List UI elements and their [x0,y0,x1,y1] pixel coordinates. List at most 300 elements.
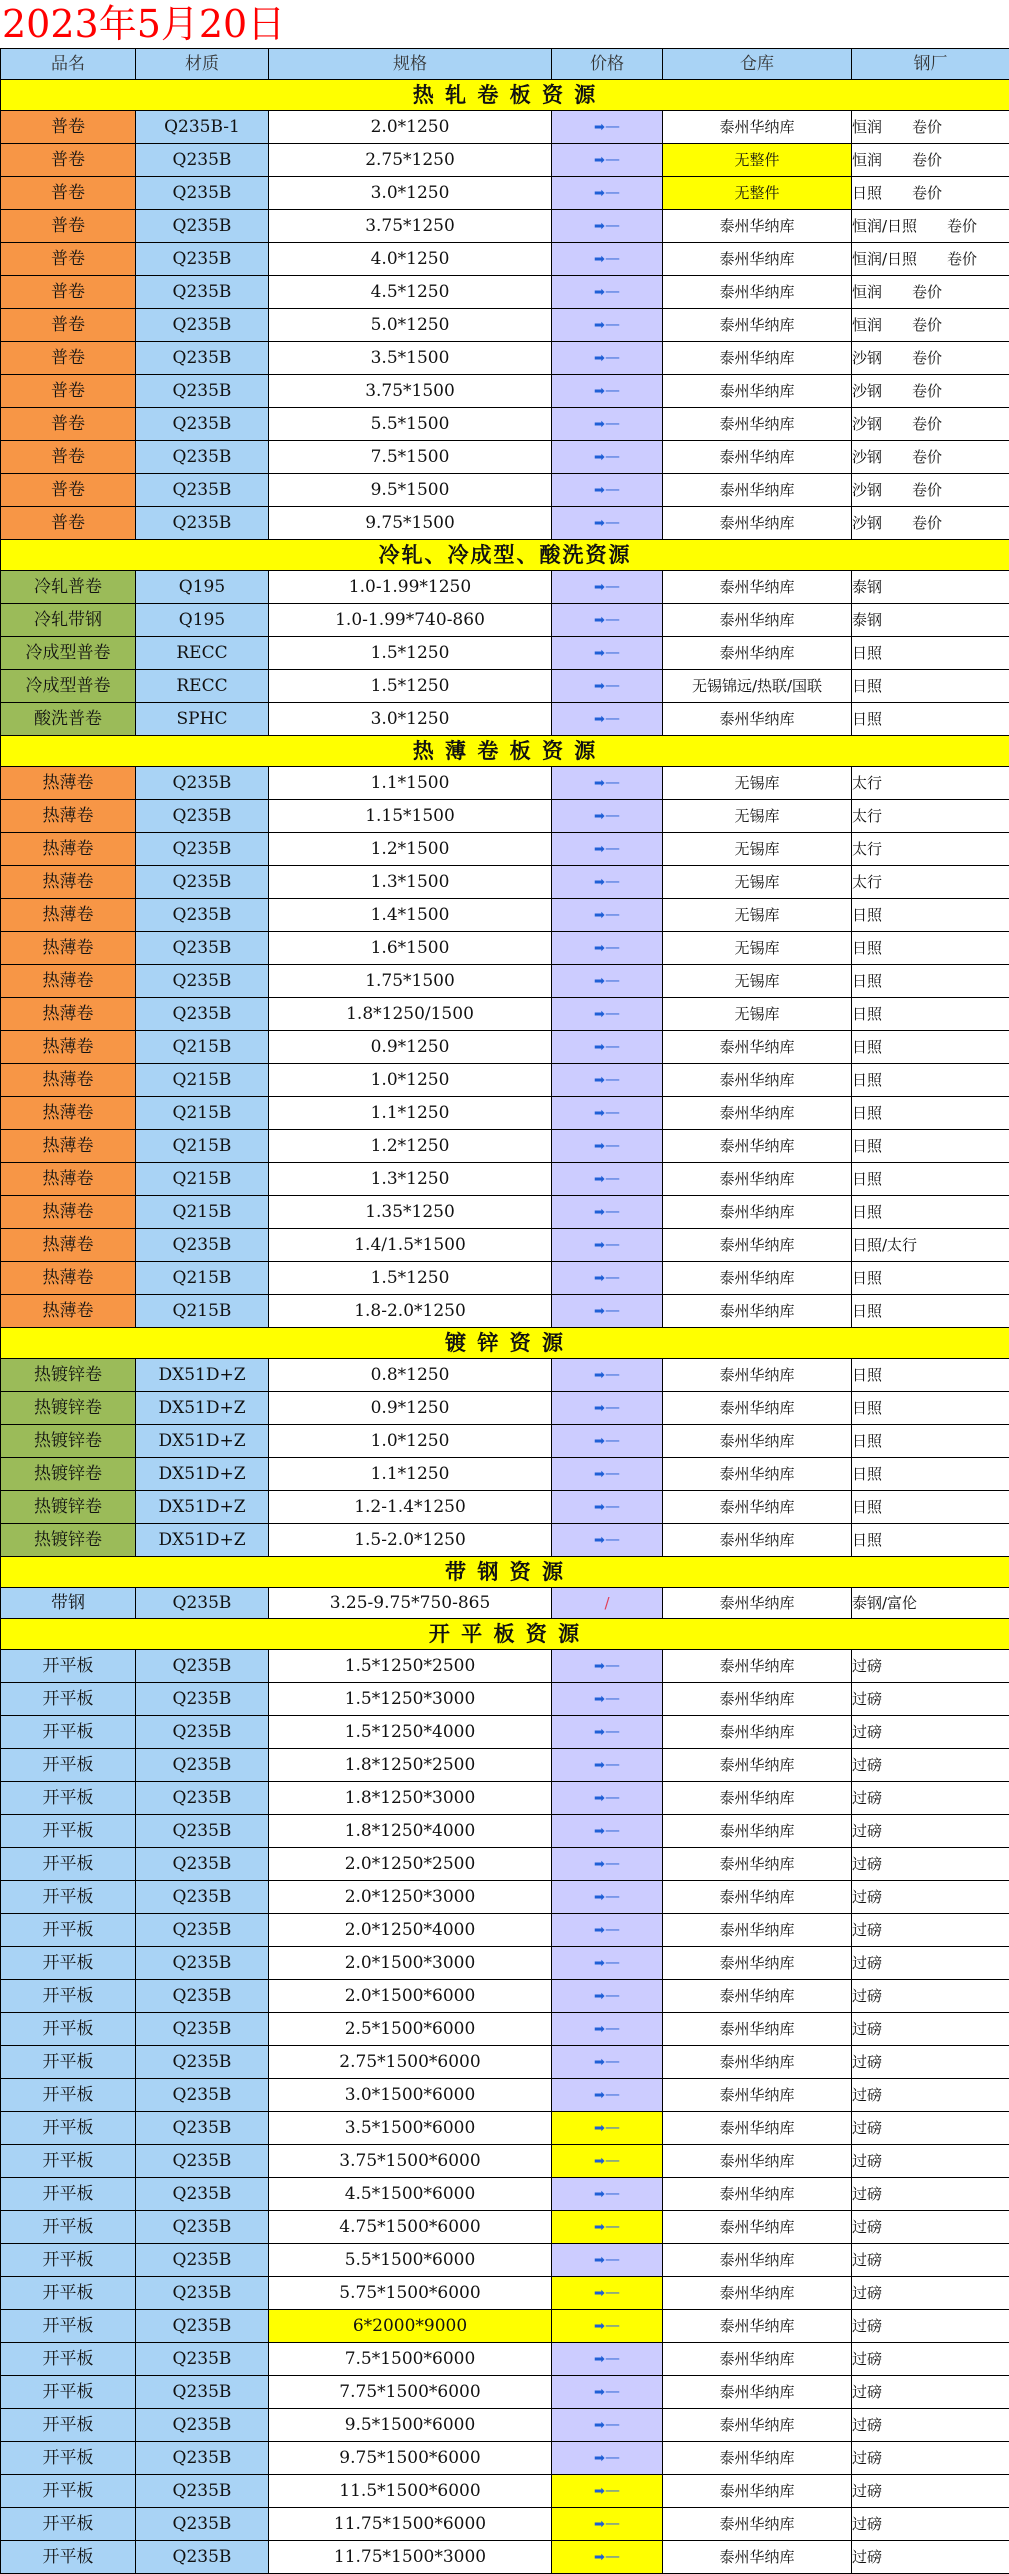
table-row [1,1163,1009,1196]
price-dash: — [605,1920,620,1938]
price-dash: — [605,2085,620,2103]
cell-material: Q215B [136,1163,269,1196]
cell-material: Q235B [136,2244,269,2277]
cell-warehouse: 泰州华纳库 [663,2442,852,2475]
cell-product-name: 热薄卷 [1,998,136,1031]
table-row [1,1425,1009,1458]
table-row [1,2475,1009,2508]
cell-material: DX51D+Z [136,1425,269,1458]
cell-product-name: 开平板 [1,1782,136,1815]
arrow-right-icon: ➡ [594,1040,605,1055]
arrow-right-icon: ➡ [594,1205,605,1220]
cell-mill: 日照 [852,637,1009,670]
cell-product-name: 开平板 [1,1815,136,1848]
arrow-right-icon: ➡ [594,842,605,857]
cell-spec: 2.5*1500*6000 [269,2013,552,2046]
cell-spec: 5.75*1500*6000 [269,2277,552,2310]
cell-product-name: 开平板 [1,1683,136,1716]
cell-warehouse: 无锡库 [663,767,852,800]
arrow-right-icon: ➡ [594,875,605,890]
cell-price [552,2178,663,2211]
arrow-right-icon: ➡ [594,1758,605,1773]
cell-product-name: 开平板 [1,2244,136,2277]
cell-material: Q235B [136,144,269,177]
arrow-right-icon: ➡ [594,2022,605,2037]
cell-spec: 11.5*1500*6000 [269,2475,552,2508]
cell-price [552,1425,663,1458]
cell-material: Q235B [136,243,269,276]
price-dash: — [605,2052,620,2070]
cell-spec: 9.5*1500*6000 [269,2409,552,2442]
cell-spec: 1.5*1250*4000 [269,1716,552,1749]
cell-warehouse: 泰州华纳库 [663,1650,852,1683]
cell-material: Q235B [136,965,269,998]
arrow-right-icon: ➡ [594,2418,605,2433]
arrow-right-icon: ➡ [594,1467,605,1482]
cell-price [552,2046,663,2079]
cell-product-name: 普卷 [1,342,136,375]
cell-warehouse: 泰州华纳库 [663,342,852,375]
cell-product-name: 冷成型普卷 [1,637,136,670]
arrow-right-icon: ➡ [594,1500,605,1515]
price-dash: — [605,1656,620,1674]
cell-material: Q235B [136,1716,269,1749]
cell-mill: 太行 [852,833,1009,866]
table-row [1,1683,1009,1716]
price-dash: — [605,806,620,824]
cell-price [552,2277,663,2310]
cell-mill: 过磅 [852,2442,1009,2475]
table-row [1,1524,1009,1557]
cell-mill: 过磅 [852,2409,1009,2442]
table-row [1,1196,1009,1229]
arrow-right-icon: ➡ [594,1890,605,1905]
section-title: 热 轧 卷 板 资 源 [1,80,1009,111]
cell-product-name: 热薄卷 [1,1295,136,1328]
cell-spec: 1.8*1250*2500 [269,1749,552,1782]
cell-price [552,1491,663,1524]
section-header [1,1557,1009,1588]
cell-product-name: 冷成型普卷 [1,670,136,703]
cell-warehouse: 泰州华纳库 [663,2079,852,2112]
table-row [1,1782,1009,1815]
cell-warehouse: 泰州华纳库 [663,1262,852,1295]
cell-mill: 日照 [852,998,1009,1031]
price-dash: — [605,447,620,465]
cell-material: Q235B [136,474,269,507]
section-title: 冷轧、冷成型、酸洗资源 [1,540,1009,571]
cell-material: Q235B [136,2178,269,2211]
table-row [1,1716,1009,1749]
arrow-right-icon: ➡ [594,809,605,824]
table-row [1,2343,1009,2376]
cell-product-name: 普卷 [1,243,136,276]
inventory-table [0,48,1009,2574]
cell-mill: 日照 [852,703,1009,736]
cell-material: Q215B [136,1031,269,1064]
cell-material: Q235B [136,767,269,800]
cell-spec: 1.5-2.0*1250 [269,1524,552,1557]
cell-price [552,1163,663,1196]
cell-material: Q235B [136,2277,269,2310]
arrow-right-icon: ➡ [594,384,605,399]
table-row [1,1130,1009,1163]
cell-material: Q215B [136,1262,269,1295]
cell-warehouse: 泰州华纳库 [663,1716,852,1749]
cell-mill: 日照 [852,1031,1009,1064]
cell-warehouse: 泰州华纳库 [663,474,852,507]
cell-product-name: 酸洗普卷 [1,703,136,736]
cell-price [552,703,663,736]
table-row [1,1588,1009,1619]
cell-material: Q235B [136,1914,269,1947]
cell-price [552,670,663,703]
cell-spec: 5.5*1500*6000 [269,2244,552,2277]
cell-price [552,474,663,507]
cell-material: DX51D+Z [136,1491,269,1524]
cell-mill: 过磅 [852,1683,1009,1716]
cell-spec: 3.0*1250 [269,177,552,210]
cell-spec: 3.75*1500*6000 [269,2145,552,2178]
price-dash: — [605,216,620,234]
cell-material: Q195 [136,604,269,637]
price-dash: — [605,1431,620,1449]
cell-spec: 1.35*1250 [269,1196,552,1229]
arrow-right-icon: ➡ [594,516,605,531]
cell-price [552,2508,663,2541]
arrow-right-icon: ➡ [594,2286,605,2301]
cell-warehouse: 泰州华纳库 [663,1097,852,1130]
cell-price [552,1947,663,1980]
arrow-right-icon: ➡ [594,2220,605,2235]
cell-warehouse: 泰州华纳库 [663,1031,852,1064]
cell-warehouse: 泰州华纳库 [663,2310,852,2343]
cell-warehouse: 泰州华纳库 [663,1359,852,1392]
arrow-right-icon: ➡ [594,613,605,628]
cell-price [552,604,663,637]
cell-warehouse: 无锡库 [663,932,852,965]
cell-price [552,2442,663,2475]
cell-spec: 1.5*1250 [269,637,552,670]
cell-spec: 2.75*1500*6000 [269,2046,552,2079]
cell-warehouse: 泰州华纳库 [663,571,852,604]
cell-spec: 1.2-1.4*1250 [269,1491,552,1524]
cell-price [552,408,663,441]
cell-mill: 日照 [852,1295,1009,1328]
price-dash: — [605,610,620,628]
cell-material: RECC [136,670,269,703]
arrow-right-icon: ➡ [594,2319,605,2334]
cell-product-name: 普卷 [1,276,136,309]
arrow-right-icon: ➡ [594,2385,605,2400]
cell-price [552,899,663,932]
table-row [1,932,1009,965]
cell-mill: 沙钢 卷价 [852,342,1009,375]
arrow-right-icon: ➡ [594,1007,605,1022]
cell-spec: 4.0*1250 [269,243,552,276]
cell-price [552,1196,663,1229]
price-dash: — [605,2184,620,2202]
cell-product-name: 热薄卷 [1,866,136,899]
cell-material: Q235B [136,2079,269,2112]
cell-mill: 太行 [852,767,1009,800]
cell-spec: 1.0-1.99*1250 [269,571,552,604]
table-row [1,998,1009,1031]
cell-price [552,1683,663,1716]
price-dash: — [605,315,620,333]
cell-spec: 4.5*1500*6000 [269,2178,552,2211]
cell-material: Q235B [136,408,269,441]
cell-product-name: 普卷 [1,408,136,441]
cell-mill: 过磅 [852,2145,1009,2178]
cell-product-name: 开平板 [1,1881,136,1914]
table-row [1,111,1009,144]
header-mill: 钢厂 [852,49,1009,80]
arrow-right-icon: ➡ [594,2154,605,2169]
cell-mill: 过磅 [852,1947,1009,1980]
price-dash: — [605,150,620,168]
cell-price [552,276,663,309]
table-row [1,2409,1009,2442]
cell-spec: 3.75*1500 [269,375,552,408]
arrow-right-icon: ➡ [594,2055,605,2070]
cell-warehouse: 泰州华纳库 [663,1588,852,1619]
cell-mill: 日照 [852,1425,1009,1458]
cell-price [552,2112,663,2145]
cell-price [552,177,663,210]
price-dash: — [605,2316,620,2334]
cell-price [552,1458,663,1491]
cell-warehouse: 泰州华纳库 [663,703,852,736]
price-dash: — [605,117,620,135]
table-row [1,1980,1009,2013]
cell-mill: 过磅 [852,2211,1009,2244]
cell-warehouse: 泰州华纳库 [663,1064,852,1097]
price-dash: — [605,249,620,267]
table-row [1,2508,1009,2541]
cell-product-name: 开平板 [1,1716,136,1749]
cell-warehouse: 泰州华纳库 [663,1524,852,1557]
cell-price [552,2475,663,2508]
cell-spec: 4.5*1250 [269,276,552,309]
table-row [1,144,1009,177]
cell-mill: 过磅 [852,2079,1009,2112]
arrow-right-icon: ➡ [594,2187,605,2202]
cell-spec: 7.75*1500*6000 [269,2376,552,2409]
cell-spec: 1.0*1250 [269,1425,552,1458]
cell-product-name: 热镀锌卷 [1,1425,136,1458]
cell-mill: 日照 [852,1064,1009,1097]
cell-product-name: 热薄卷 [1,1196,136,1229]
table-row [1,1815,1009,1848]
cell-warehouse: 泰州华纳库 [663,1130,852,1163]
cell-spec: 1.0*1250 [269,1064,552,1097]
cell-price [552,507,663,540]
cell-price [552,441,663,474]
cell-product-name: 开平板 [1,2112,136,2145]
cell-mill: 过磅 [852,2244,1009,2277]
cell-price [552,1524,663,1557]
arrow-right-icon: ➡ [594,1692,605,1707]
cell-mill: 沙钢 卷价 [852,507,1009,540]
cell-material: Q235B [136,2541,269,2574]
price-dash: — [605,1986,620,2004]
cell-warehouse: 泰州华纳库 [663,2211,852,2244]
cell-warehouse: 泰州华纳库 [663,1947,852,1980]
cell-spec: 2.0*1250*2500 [269,1848,552,1881]
cell-spec: 3.5*1500 [269,342,552,375]
cell-mill: 过磅 [852,2112,1009,2145]
arrow-right-icon: ➡ [594,908,605,923]
arrow-right-icon: ➡ [594,2088,605,2103]
price-dash: — [605,1755,620,1773]
price-dash: — [605,1953,620,1971]
cell-material: Q235B [136,1782,269,1815]
table-row [1,2244,1009,2277]
cell-material: Q235B [136,2376,269,2409]
cell-spec: 1.1*1250 [269,1097,552,1130]
cell-warehouse: 泰州华纳库 [663,1914,852,1947]
cell-product-name: 开平板 [1,1980,136,2013]
cell-material: Q235B [136,1815,269,1848]
cell-price [552,210,663,243]
cell-product-name: 开平板 [1,2343,136,2376]
cell-product-name: 普卷 [1,375,136,408]
cell-warehouse: 泰州华纳库 [663,2244,852,2277]
arrow-right-icon: ➡ [594,712,605,727]
cell-product-name: 冷轧普卷 [1,571,136,604]
cell-product-name: 热薄卷 [1,1031,136,1064]
cell-price [552,1588,663,1619]
cell-material: Q235B [136,1749,269,1782]
price-dash: — [605,2349,620,2367]
cell-price [552,375,663,408]
cell-spec: 5.0*1250 [269,309,552,342]
cell-warehouse: 泰州华纳库 [663,2145,852,2178]
cell-material: Q215B [136,1097,269,1130]
cell-product-name: 普卷 [1,474,136,507]
table-row [1,2046,1009,2079]
cell-product-name: 热薄卷 [1,932,136,965]
cell-material: Q215B [136,1064,269,1097]
price-dash: — [605,2151,620,2169]
price-dash: — [605,381,620,399]
price-dash: — [605,1365,620,1383]
cell-product-name: 开平板 [1,2376,136,2409]
cell-product-name: 热薄卷 [1,1229,136,1262]
cell-price [552,243,663,276]
cell-warehouse: 泰州华纳库 [663,2541,852,2574]
cell-spec: 1.8*1250/1500 [269,998,552,1031]
header-price: 价格 [552,49,663,80]
cell-warehouse: 泰州华纳库 [663,2178,852,2211]
cell-material: Q235B [136,932,269,965]
table-row [1,2277,1009,2310]
cell-warehouse: 泰州华纳库 [663,276,852,309]
cell-mill: 泰钢 [852,571,1009,604]
price-dash: — [605,1202,620,1220]
cell-spec: 1.4/1.5*1500 [269,1229,552,1262]
arrow-right-icon: ➡ [594,2451,605,2466]
table-row [1,1295,1009,1328]
cell-price [552,1650,663,1683]
table-row [1,1229,1009,1262]
cell-warehouse: 无整件 [663,177,852,210]
cell-material: Q215B [136,1295,269,1328]
cell-price [552,1295,663,1328]
price-dash: — [605,1722,620,1740]
price-dash: — [605,2514,620,2532]
cell-spec: 11.75*1500*3000 [269,2541,552,2574]
cell-mill: 日照 [852,1097,1009,1130]
arrow-right-icon: ➡ [594,1791,605,1806]
arrow-right-icon: ➡ [594,646,605,661]
cell-price [552,571,663,604]
cell-product-name: 冷轧带钢 [1,604,136,637]
cell-product-name: 开平板 [1,2079,136,2112]
cell-warehouse: 泰州华纳库 [663,2046,852,2079]
table-row [1,2310,1009,2343]
cell-material: Q235B [136,375,269,408]
cell-spec: 6*2000*9000 [269,2310,552,2343]
cell-mill: 过磅 [852,1782,1009,1815]
cell-product-name: 热薄卷 [1,899,136,932]
cell-warehouse: 泰州华纳库 [663,210,852,243]
price-dash: — [605,1497,620,1515]
arrow-right-icon: ➡ [594,252,605,267]
table-row [1,1749,1009,1782]
table-row [1,833,1009,866]
arrow-right-icon: ➡ [594,318,605,333]
cell-mill: 过磅 [852,2178,1009,2211]
cell-warehouse: 泰州华纳库 [663,2343,852,2376]
cell-product-name: 开平板 [1,2475,136,2508]
price-dash: — [605,1530,620,1548]
table-row [1,342,1009,375]
cell-mill: 过磅 [852,2343,1009,2376]
cell-mill: 日照 [852,932,1009,965]
cell-spec: 1.3*1250 [269,1163,552,1196]
cell-product-name: 开平板 [1,1749,136,1782]
cell-price [552,1980,663,2013]
cell-price [552,2244,663,2277]
price-dash: — [605,643,620,661]
cell-price [552,1716,663,1749]
cell-product-name: 热镀锌卷 [1,1491,136,1524]
cell-price [552,1359,663,1392]
cell-spec: 5.5*1500 [269,408,552,441]
cell-warehouse: 泰州华纳库 [663,2112,852,2145]
cell-mill: 过磅 [852,1749,1009,1782]
cell-material: Q235B [136,276,269,309]
cell-spec: 1.2*1250 [269,1130,552,1163]
arrow-right-icon: ➡ [594,1434,605,1449]
cell-material: Q235B [136,1683,269,1716]
cell-mill: 过磅 [852,2310,1009,2343]
cell-warehouse: 泰州华纳库 [663,2376,852,2409]
price-dash: — [605,1887,620,1905]
table-row [1,604,1009,637]
price-dash: — [605,1103,620,1121]
cell-mill: 沙钢 卷价 [852,441,1009,474]
cell-material: RECC [136,637,269,670]
cell-material: Q235B [136,2013,269,2046]
cell-warehouse: 泰州华纳库 [663,1229,852,1262]
cell-warehouse: 泰州华纳库 [663,1392,852,1425]
cell-spec: 3.0*1250 [269,703,552,736]
cell-price [552,2409,663,2442]
table-row [1,767,1009,800]
